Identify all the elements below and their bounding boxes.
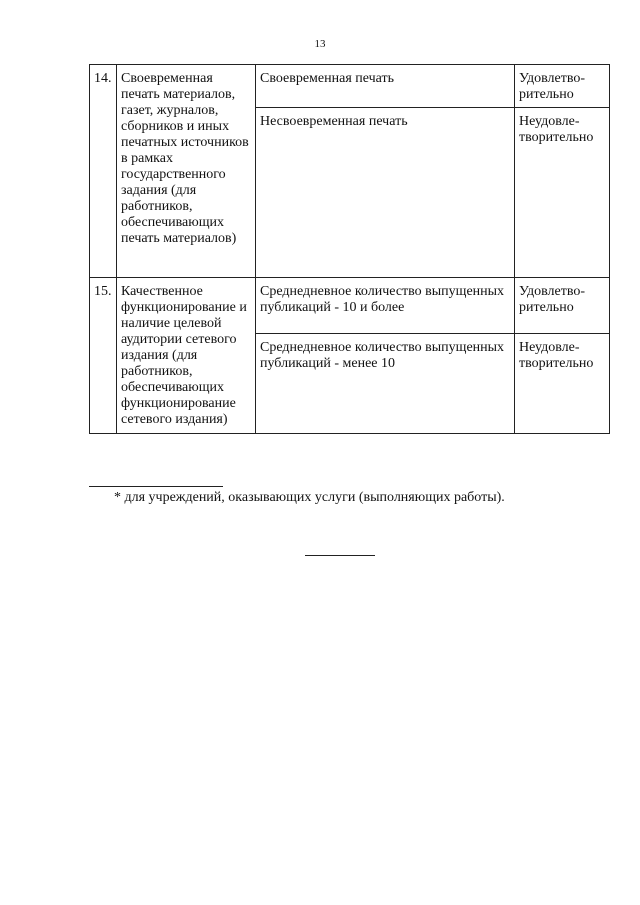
row-number: 14. [90,65,117,278]
criteria-table [89,64,610,434]
footnote-divider [89,486,223,487]
row-number: 15. [90,278,117,434]
grade-text: Удовлетво-рительно [515,65,610,108]
criterion-text: Своевременная печать материалов, газет, журналов, сборников и иных печатных источников в рамках государственного задания (для работников, обеспечивающих печать материалов) [117,65,256,278]
condition-text: Несвоевременная печать [256,108,515,278]
footnote: * для учреждений, оказывающих услуги (выполняющих работы). [114,490,505,505]
grade-text: Неудовле-творительно [515,108,610,278]
condition-text: Среднедневное количество выпущенных публикаций - 10 и более [256,278,515,334]
page-number: 13 [314,38,326,50]
grade-text: Удовлетво-рительно [515,278,610,334]
table-row [90,278,610,334]
condition-text: Своевременная печать [256,65,515,108]
end-divider [305,555,375,556]
grade-text: Неудовле-творительно [515,334,610,434]
condition-text: Среднедневное количество выпущенных публикаций - менее 10 [256,334,515,434]
criterion-text: Качественное функционирование и наличие целевой аудитории сетевого издания (для работников, обеспечивающих функционирование сетевого издания) [117,278,256,434]
table-row [90,65,610,108]
